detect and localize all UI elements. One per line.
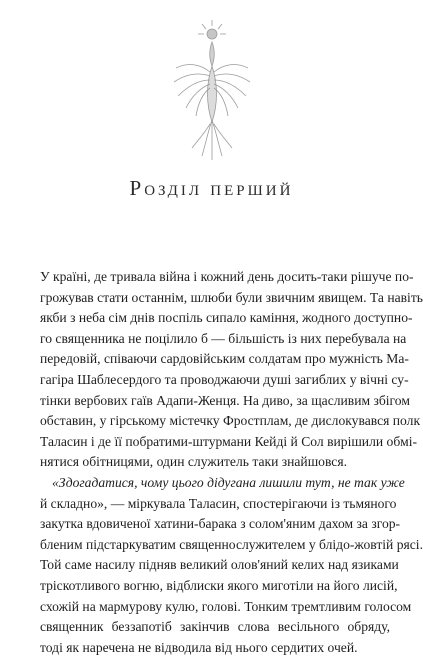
text-line: обставин, у гірському містечку Фростплам, де дислокувався полк bbox=[40, 413, 421, 429]
phoenix-ornament-icon bbox=[162, 14, 262, 164]
text-line: якби з неба сім днів поспіль сипало каміння, жодного доступно- bbox=[40, 310, 413, 326]
paragraph-2 bbox=[40, 473, 423, 658]
text-line: схожій на мармурову кулю, голові. Тонким тремтливим голосом bbox=[40, 598, 412, 614]
text-line: бленим підстаркуватим священнослужителем у блідо-жовтій рясі. bbox=[40, 536, 423, 552]
chapter-title: Розділ перший bbox=[129, 176, 294, 200]
text-line: Той саме насилу підняв великий олов'яний келих над язиками bbox=[40, 557, 399, 573]
text-line: «Здогадатися, чому цього дідугана лишили тут, не так уже bbox=[52, 474, 405, 490]
text-line: тінки вербових гаїв Адапи-Женця. На диво, за щасливим збігом bbox=[40, 392, 410, 408]
text-line: тоді як наречена не відводила від нього сердитих очей. bbox=[40, 639, 358, 655]
text-line: грожував стати останнім, шлюби були звичним явищем. Та навіть bbox=[40, 289, 423, 305]
text-line: священник беззапотіб закінчив слова весільного обряду, bbox=[40, 619, 390, 635]
text-line: передовій, співаючи сардовійським солдатам про мужність Ма- bbox=[40, 351, 409, 367]
text-line: нятися обітницями, один служитель таки знайшовся. bbox=[40, 454, 347, 470]
text-line: Таласин і де її побратими-штурмани Кейді й Сол вирішили обмі- bbox=[40, 433, 418, 449]
paragraph-1 bbox=[40, 267, 423, 473]
text-line: У країні, де тривала війна і кожний день досить-таки рішуче по- bbox=[40, 269, 414, 284]
text-line: закутка вдовиченої хатини-барака з солом'яним дахом за згор- bbox=[40, 516, 401, 532]
text-line: й складно», — міркувала Таласин, спостерігаючи із тьмяного bbox=[40, 495, 397, 511]
chapter-body bbox=[40, 267, 423, 658]
text-line: тріскотливого вогню, відблиски якого миготіли на його лисій, bbox=[40, 577, 398, 593]
text-line: гагіра Шаблесердого та проводжаючи душі загиблих у вічні су- bbox=[40, 371, 409, 387]
text-line: го священника не поцілило б — більшість із них перебувала на bbox=[40, 330, 407, 346]
